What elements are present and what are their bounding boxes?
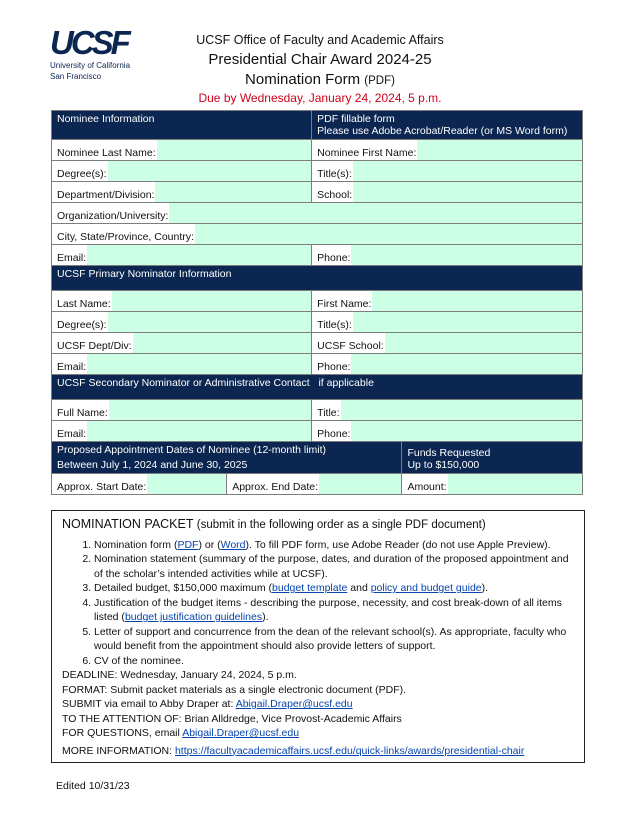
more-info-line [62, 744, 574, 759]
funds-requested-header [402, 442, 583, 474]
nominee-location-label: City, State/Province, Country: [57, 231, 194, 243]
item1-text-b: ) or ( [198, 538, 221, 551]
more-info-text: MORE INFORMATION: [62, 744, 175, 757]
nominee-department-field[interactable] [155, 182, 311, 202]
end-date-label: Approx. End Date: [232, 481, 319, 493]
amount-field[interactable] [448, 474, 582, 494]
item4-text-a: Justification of the budget items - describing the purpose, necessity, and cost break-down of all items listed ( [94, 596, 562, 623]
primary-phone-field[interactable] [351, 354, 582, 374]
nominee-first-name-label: Nominee First Name: [317, 147, 417, 159]
budget-justification-link[interactable]: budget justification guidelines [124, 611, 263, 623]
questions-email-link[interactable]: Abigail.Draper@ucsf.edu [182, 727, 300, 739]
submit-text: SUBMIT via email to Abby Draper at: [62, 698, 236, 710]
form-word-link[interactable]: Word [220, 538, 246, 551]
funds-requested-title: Funds Requested [407, 447, 491, 459]
nominee-info-header: Nominee Information [52, 111, 312, 140]
amount-label: Amount: [407, 481, 447, 493]
nominee-email-label: Email: [57, 252, 87, 264]
pdf-fillable-note [312, 111, 583, 140]
primary-phone-label: Phone: [317, 361, 351, 373]
submit-email-link[interactable]: Abigail.Draper@ucsf.edu [235, 698, 353, 710]
packet-title-suffix: (submit in the following order as a single PDF document) [196, 519, 486, 531]
nominee-last-name-label: Nominee Last Name: [57, 147, 156, 159]
nominee-location-field[interactable] [195, 224, 582, 244]
primary-dept-label: UCSF Dept/Div: [57, 340, 132, 352]
edited-date: Edited 10/31/23 [56, 780, 130, 792]
item3-text-b: and [347, 582, 371, 594]
format-line: FORMAT: Submit packet materials as a single electronic document (PDF). [62, 683, 407, 696]
deadline-line: DEADLINE: Wednesday, January 24, 2024, 5 p.m. [62, 669, 297, 681]
office-heading: UCSF Office of Faculty and Academic Affairs [196, 33, 444, 47]
item1-text-a: Nomination form ( [94, 538, 178, 551]
nominee-degrees-label: Degree(s): [57, 168, 107, 180]
secondary-nominator-header [52, 375, 583, 400]
secondary-phone-field[interactable] [351, 421, 582, 441]
nominee-phone-field[interactable] [351, 245, 582, 265]
primary-school-label: UCSF School: [317, 340, 384, 352]
award-title: Presidential Chair Award 2024-25 [208, 51, 432, 68]
packet-item-3 [94, 581, 574, 596]
nominee-school-field[interactable] [353, 182, 582, 202]
nomination-form-table [51, 110, 583, 495]
secondary-header-suffix: if applicable [318, 377, 374, 389]
secondary-full-name-field[interactable] [109, 400, 311, 420]
secondary-phone-label: Phone: [317, 428, 351, 440]
packet-item-6: 6. CV of the nominee. [94, 654, 574, 669]
form-subtitle-text: Nomination Form [245, 71, 361, 88]
nominee-email-field[interactable] [87, 245, 311, 265]
primary-email-field[interactable] [87, 354, 311, 374]
packet-title [62, 517, 574, 533]
budget-template-link[interactable]: budget template [272, 582, 348, 594]
nominee-phone-label: Phone: [317, 252, 351, 264]
secondary-email-label: Email: [57, 428, 87, 440]
primary-first-name-field[interactable] [372, 291, 582, 311]
logo-mark: UCSF [50, 24, 128, 61]
due-date: Due by Wednesday, January 24, 2024, 5 p.m. [198, 91, 442, 105]
appointment-dates-title: Proposed Appointment Dates of Nominee (12-month limit) [57, 444, 327, 456]
primary-last-name-label: Last Name: [57, 298, 111, 310]
nominee-titles-label: Title(s): [317, 168, 352, 180]
ucsf-logo [50, 26, 140, 81]
nomination-packet-box [51, 510, 585, 763]
form-subtitle [140, 71, 500, 88]
nominee-department-label: Department/Division: [57, 189, 155, 201]
nominee-school-label: School: [317, 189, 353, 201]
pdf-note-1: PDF fillable form [317, 113, 395, 125]
packet-title-text: NOMINATION PACKET [62, 517, 194, 531]
primary-degrees-label: Degree(s): [57, 319, 107, 331]
primary-nominator-header: UCSF Primary Nominator Information [52, 266, 583, 291]
questions-text: FOR QUESTIONS, email [62, 727, 183, 739]
packet-item-4 [94, 596, 574, 625]
item3-text-a: Detailed budget, $150,000 maximum ( [94, 582, 273, 594]
more-info-link[interactable]: https://facultyacademicaffairs.ucsf.edu/quick-links/awards/presidential-chair [174, 744, 525, 757]
pdf-note-2: Please use Adobe Acrobat/Reader (or MS Word form) [317, 125, 568, 137]
appointment-dates-range: Between July 1, 2024 and June 30, 2025 [57, 459, 248, 471]
primary-first-name-label: First Name: [317, 298, 372, 310]
policy-budget-guide-link[interactable]: policy and budget guide [370, 582, 482, 594]
secondary-header-text: UCSF Secondary Nominator or Administrative Contact [57, 377, 310, 389]
packet-item-1 [94, 538, 574, 553]
form-subtitle-suffix: (PDF) [364, 75, 395, 87]
logo-line-2: San Francisco [50, 71, 102, 81]
item4-text-b: ). [262, 611, 269, 623]
submit-line [62, 697, 574, 712]
nominee-titles-field[interactable] [353, 161, 582, 181]
attention-line: TO THE ATTENTION OF: Brian Alldredge, Vice Provost-Academic Affairs [62, 712, 402, 725]
questions-line [62, 726, 574, 741]
start-date-field[interactable] [147, 474, 226, 494]
primary-dept-field[interactable] [133, 333, 311, 353]
nominee-first-name-field[interactable] [417, 140, 582, 160]
nominee-last-name-field[interactable] [157, 140, 312, 160]
secondary-email-field[interactable] [87, 421, 311, 441]
primary-email-label: Email: [57, 361, 87, 373]
secondary-title-field[interactable] [341, 400, 582, 420]
end-date-field[interactable] [319, 474, 401, 494]
secondary-full-name-label: Full Name: [57, 407, 108, 419]
packet-item-2: 2. Nomination statement (summary of the purpose, dates, and duration of the proposed appointment and of the scholar’s intended activities while at UCSF). [94, 552, 574, 581]
primary-school-field[interactable] [385, 333, 582, 353]
primary-last-name-field[interactable] [112, 291, 311, 311]
start-date-label: Approx. Start Date: [57, 481, 147, 493]
nominee-organization-label: Organization/University: [57, 210, 169, 222]
packet-list [62, 538, 574, 669]
appointment-dates-header [52, 442, 402, 474]
item1-text-c: ). To fill PDF form, use Adobe Reader (do not use Apple Preview). [245, 538, 551, 551]
primary-degrees-field[interactable] [108, 312, 312, 332]
funds-requested-limit: Up to $150,000 [407, 459, 480, 471]
nominee-degrees-field[interactable] [108, 161, 312, 181]
packet-item-5: 5. Letter of support and concurrence from the dean of the relevant school(s). As appropriate, faculty who would benefit from the appointment should also provide letters of support. [94, 625, 574, 654]
secondary-title-label: Title: [317, 407, 340, 419]
nominee-organization-field[interactable] [169, 203, 582, 223]
primary-titles-field[interactable] [353, 312, 582, 332]
primary-titles-label: Title(s): [317, 319, 352, 331]
item3-text-c: ). [481, 582, 489, 594]
form-pdf-link[interactable]: PDF [177, 538, 199, 551]
logo-line-1: University of California [50, 61, 131, 70]
